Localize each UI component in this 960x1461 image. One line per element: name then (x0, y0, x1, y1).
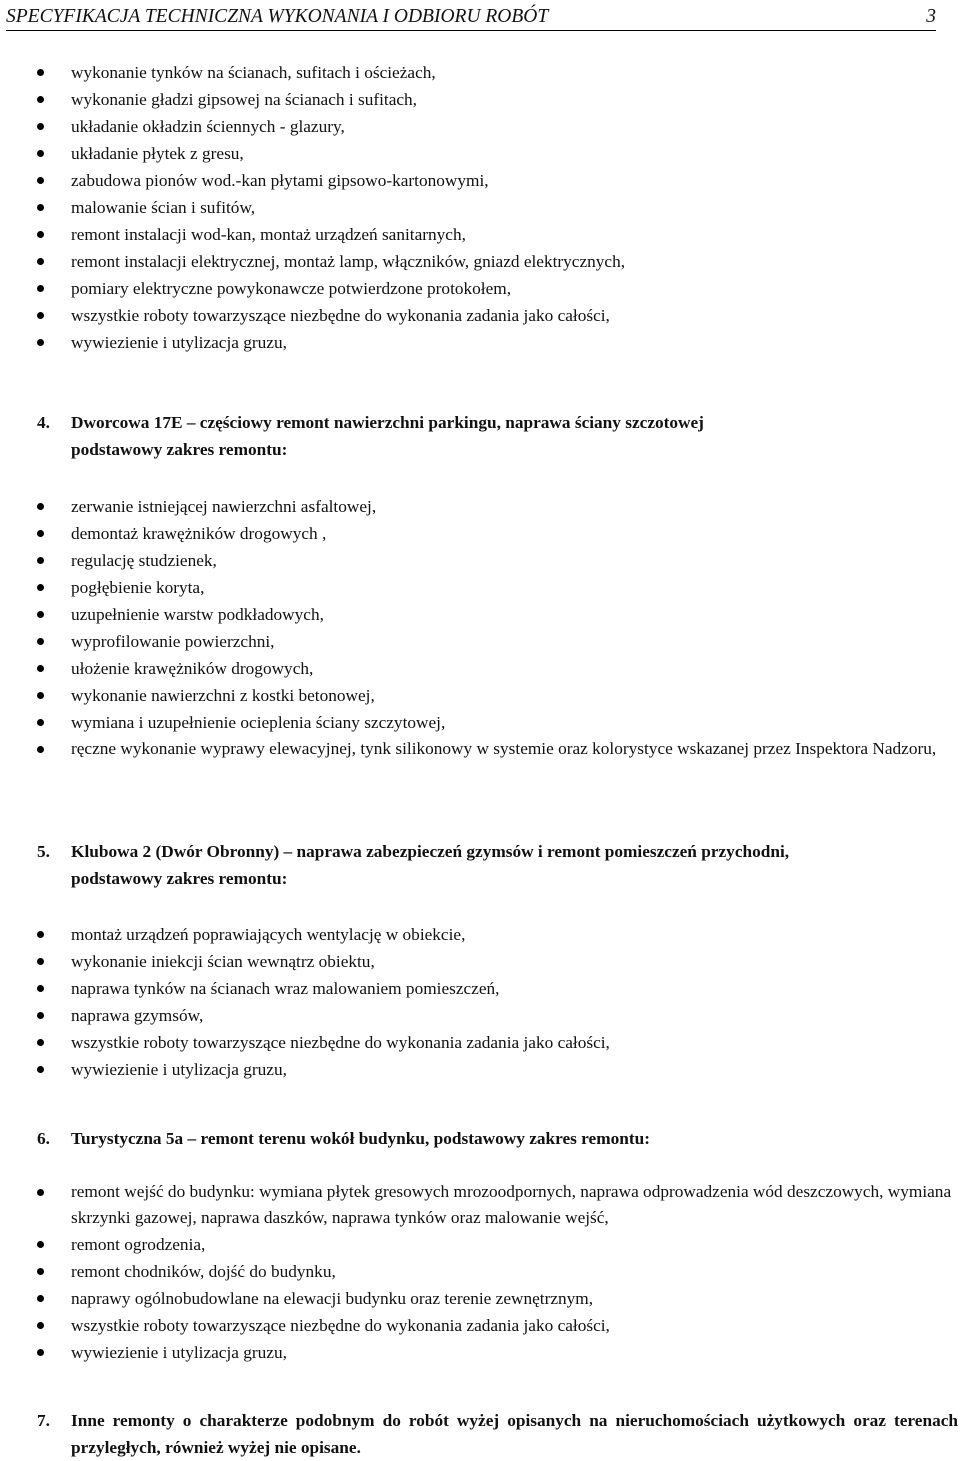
bullet-icon (37, 312, 44, 319)
work-list-4 (0, 493, 960, 762)
header-title: SPECYFIKACJA TECHNICZNA WYKONANIA I ODBIORU ROBÓT (6, 6, 549, 27)
bullet-icon (37, 69, 44, 76)
bullet-icon (37, 1039, 44, 1046)
bullet-icon (37, 746, 44, 753)
list-item: wykonanie tynków na ścianach, sufitach i ościeżach, (0, 59, 960, 86)
list-item: remont chodników, dojść do budynku, (0, 1258, 960, 1285)
section-title: Turystyczna 5a – remont terenu wokół budynku, podstawowy zakres remontu: (71, 1129, 650, 1148)
bullet-icon (37, 1322, 44, 1329)
bullet-icon (37, 96, 44, 103)
section-4-heading (37, 409, 958, 463)
section-number: 6. (37, 1129, 50, 1148)
work-list-3 (0, 59, 960, 356)
list-item: zabudowa pionów wod.-kan płytami gipsowo-kartonowymi, (0, 167, 960, 194)
list-item: malowanie ścian i sufitów, (0, 194, 960, 221)
list-item: wykonanie iniekcji ścian wewnątrz obiektu, (0, 948, 960, 975)
section-title: Dworcowa 17E – częściowy remont nawierzchni parkingu, naprawa ściany szczotowej (71, 413, 704, 432)
bullet-icon (37, 1066, 44, 1073)
bullet-icon (37, 931, 44, 938)
bullet-icon (37, 1295, 44, 1302)
list-item: montaż urządzeń poprawiających wentylację w obiekcie, (0, 921, 960, 948)
list-item: układanie okładzin ściennych - glazury, (0, 113, 960, 140)
bullet-icon (37, 339, 44, 346)
list-item: naprawa tynków na ścianach wraz malowaniem pomieszczeń, (0, 975, 960, 1002)
bullet-icon (37, 530, 44, 537)
bullet-icon (37, 204, 44, 211)
list-item: uzupełnienie warstw podkładowych, (0, 601, 960, 628)
bullet-icon (37, 1189, 44, 1196)
bullet-icon (37, 719, 44, 726)
bullet-icon (37, 958, 44, 965)
bullet-icon (37, 985, 44, 992)
bullet-icon (37, 1349, 44, 1356)
list-item: naprawy ogólnobudowlane na elewacji budynku oraz terenie zewnętrznym, (0, 1285, 960, 1312)
list-item: wykonanie gładzi gipsowej na ścianach i sufitach, (0, 86, 960, 113)
list-item: demontaż krawężników drogowych , (0, 520, 960, 547)
list-item: remont ogrodzenia, (0, 1231, 960, 1258)
list-item: ułożenie krawężników drogowych, (0, 655, 960, 682)
list-item: wykonanie nawierzchni z kostki betonowej, (0, 682, 960, 709)
list-item: wszystkie roboty towarzyszące niezbędne do wykonania zadania jako całości, (0, 1029, 960, 1056)
section-7-heading (37, 1407, 958, 1461)
bullet-icon (37, 638, 44, 645)
page-number: 3 (926, 6, 936, 27)
list-item: pogłębienie koryta, (0, 574, 960, 601)
bullet-icon (37, 665, 44, 672)
section-6-heading (37, 1125, 958, 1152)
bullet-icon (37, 150, 44, 157)
bullet-icon (37, 1268, 44, 1275)
bullet-icon (37, 177, 44, 184)
section-title: Klubowa 2 (Dwór Obronny) – naprawa zabezpieczeń gzymsów i remont pomieszczeń przychodni, (71, 842, 790, 861)
list-item: remont instalacji elektrycznej, montaż lamp, włączników, gniazd elektrycznych, (0, 248, 960, 275)
list-item: ręczne wykonanie wyprawy elewacyjnej, tynk silikonowy w systemie oraz kolorystyce wskazanej przez Inspektora Nadzoru, (0, 736, 960, 762)
bullet-icon (37, 611, 44, 618)
section-5-heading (37, 838, 958, 892)
bullet-icon (37, 692, 44, 699)
section-subtitle: podstawowy zakres remontu: (71, 440, 288, 459)
list-item: wszystkie roboty towarzyszące niezbędne do wykonania zadania jako całości, (0, 1312, 960, 1339)
list-item: naprawa gzymsów, (0, 1002, 960, 1029)
list-item: remont wejść do budynku: wymiana płytek gresowych mrozoodpornych, naprawa odprowadzenia wód deszczowych, wymiana skrzynki gazowej, naprawa daszków, naprawa tynków oraz malowanie wejść, (0, 1179, 960, 1231)
section-number: 7. (37, 1411, 50, 1430)
section-number: 4. (37, 413, 50, 432)
list-item: układanie płytek z gresu, (0, 140, 960, 167)
bullet-icon (37, 258, 44, 265)
bullet-icon (37, 503, 44, 510)
bullet-icon (37, 1012, 44, 1019)
list-item: regulację studzienek, (0, 547, 960, 574)
bullet-icon (37, 285, 44, 292)
bullet-icon (37, 231, 44, 238)
list-item: remont instalacji wod-kan, montaż urządzeń sanitarnych, (0, 221, 960, 248)
list-item: wyprofilowanie powierzchni, (0, 628, 960, 655)
work-list-5 (0, 921, 960, 1083)
list-item: wywiezienie i utylizacja gruzu, (0, 1339, 960, 1366)
bullet-icon (37, 557, 44, 564)
bullet-icon (37, 123, 44, 130)
section-number: 5. (37, 842, 50, 861)
list-item: wywiezienie i utylizacja gruzu, (0, 329, 960, 356)
list-item: pomiary elektryczne powykonawcze potwierdzone protokołem, (0, 275, 960, 302)
list-item: wszystkie roboty towarzyszące niezbędne do wykonania zadania jako całości, (0, 302, 960, 329)
list-item: wywiezienie i utylizacja gruzu, (0, 1056, 960, 1083)
section-subtitle: podstawowy zakres remontu: (71, 869, 288, 888)
bullet-icon (37, 1241, 44, 1248)
list-item: wymiana i uzupełnienie ocieplenia ściany szczytowej, (0, 709, 960, 736)
bullet-icon (37, 584, 44, 591)
list-item: zerwanie istniejącej nawierzchni asfaltowej, (0, 493, 960, 520)
page-header (6, 6, 936, 31)
section-title: Inne remonty o charakterze podobnym do robót wyżej opisanych na nieruchomościach użytkowych oraz terenach przyległych, również wyżej nie opisane. (71, 1411, 958, 1457)
work-list-6 (0, 1179, 960, 1366)
